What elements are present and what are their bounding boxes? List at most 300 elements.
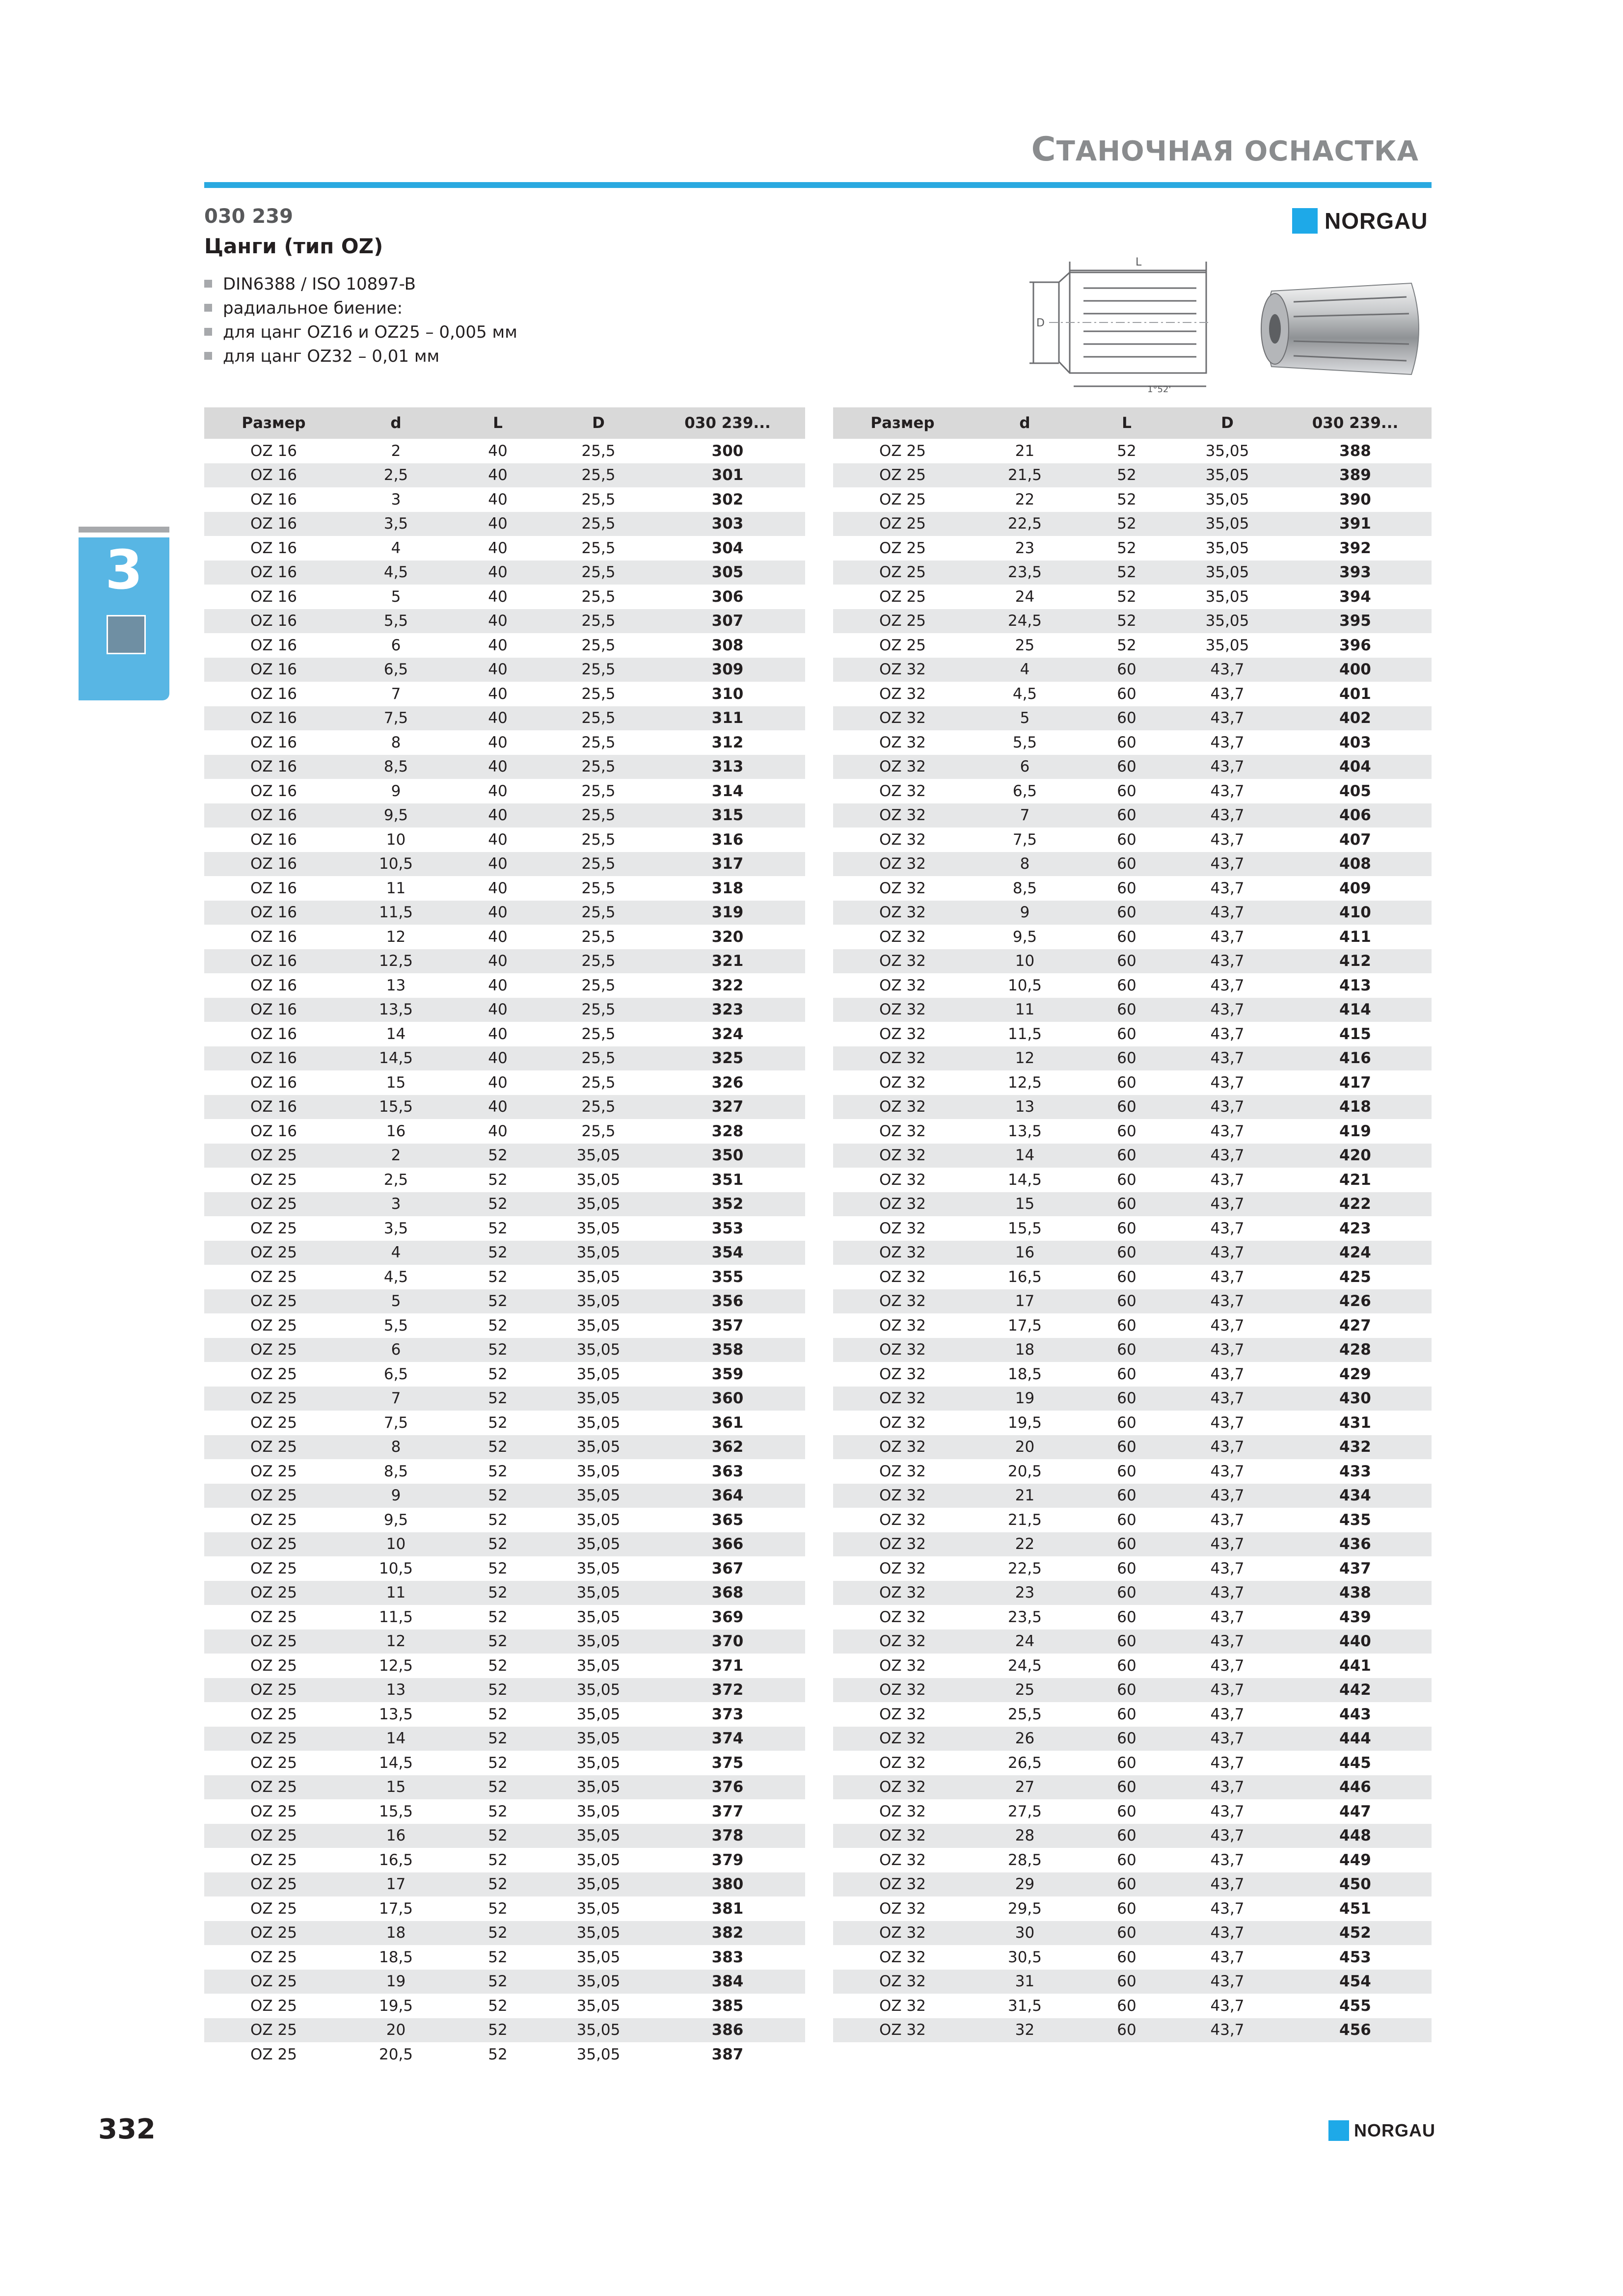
- cell-d: 10,5: [1007, 976, 1042, 994]
- cell-article: 367: [711, 1559, 744, 1577]
- table-row: [833, 1216, 1432, 1241]
- cell-article: 377: [711, 1802, 744, 1820]
- table-row: [204, 901, 805, 925]
- cell-article: 375: [711, 1754, 744, 1772]
- cell-size: OZ 25: [833, 512, 972, 536]
- cell-D: 35,05: [576, 1511, 621, 1529]
- cell-D: 35,05: [576, 1608, 621, 1626]
- cell-D: 25,5: [547, 901, 650, 925]
- cell-d: 10: [386, 830, 406, 849]
- cell-d: 22,5: [972, 512, 1078, 536]
- cell-D: 43,7: [1210, 1268, 1244, 1286]
- cell-D: 25,5: [547, 949, 650, 974]
- cell-D: 43,7: [1210, 1073, 1244, 1092]
- cell-size: OZ 32: [833, 852, 972, 877]
- cell-article: 384: [650, 1970, 805, 1994]
- cell-L: 52: [488, 2045, 508, 2063]
- table-row: [204, 1702, 805, 1727]
- cell-d: 9,5: [343, 803, 449, 828]
- chapter-tab-bar: [79, 527, 169, 533]
- cell-size: OZ 32: [879, 1997, 926, 2015]
- cell-size: OZ 32: [879, 1365, 926, 1383]
- cell-article: 318: [711, 879, 744, 897]
- table-row: [833, 1921, 1432, 1946]
- cell-size: OZ 32: [833, 1338, 972, 1362]
- cell-article: 428: [1279, 1338, 1432, 1362]
- cell-size: OZ 25: [250, 1559, 297, 1577]
- cell-D: 35,05: [576, 1559, 621, 1577]
- table-row: [204, 1945, 805, 1970]
- cell-L: 40: [449, 1095, 547, 1120]
- cell-size: OZ 32: [879, 1073, 926, 1092]
- cell-D: 43,7: [1176, 1484, 1279, 1508]
- cell-L: 52: [1117, 442, 1136, 460]
- table-row: [833, 1144, 1432, 1168]
- column-header-article: 030 239...: [650, 407, 805, 439]
- cell-L: 60: [1078, 1775, 1176, 1800]
- table-row: [204, 925, 805, 949]
- cell-size: OZ 32: [833, 803, 972, 828]
- cell-D: 43,7: [1210, 1559, 1244, 1577]
- table-row: [833, 1289, 1432, 1314]
- cell-size: OZ 16: [250, 1073, 297, 1092]
- cell-L: 52: [449, 1241, 547, 1265]
- cell-D: 35,05: [547, 1970, 650, 1994]
- cell-d: 21: [1015, 442, 1035, 460]
- cell-d: 5: [972, 706, 1078, 731]
- cell-L: 60: [1117, 928, 1136, 946]
- cell-D: 35,05: [576, 1365, 621, 1383]
- cell-article: 407: [1339, 830, 1371, 849]
- header-divider: [204, 182, 1432, 188]
- cell-D: 43,7: [1210, 1122, 1244, 1140]
- cell-D: 25,5: [547, 706, 650, 731]
- cell-size: OZ 32: [833, 1484, 972, 1508]
- table-row: [833, 949, 1432, 974]
- cell-d: 5,5: [343, 609, 449, 634]
- bullet-item: DIN6388 / ISO 10897-B: [204, 272, 517, 296]
- cell-size: OZ 25: [204, 1727, 343, 1751]
- cell-article: 442: [1279, 1678, 1432, 1703]
- table-row: [204, 1629, 805, 1654]
- cell-size: OZ 32: [879, 1851, 926, 1869]
- cell-D: 25,5: [547, 561, 650, 585]
- cell-D: 25,5: [547, 852, 650, 877]
- cell-article: 433: [1339, 1462, 1371, 1480]
- cell-L: 60: [1078, 1678, 1176, 1703]
- cell-d: 27,5: [1007, 1802, 1042, 1820]
- cell-d: 4: [972, 658, 1078, 682]
- cell-D: 43,7: [1210, 1414, 1244, 1432]
- cell-L: 52: [488, 1365, 508, 1383]
- cell-article: 430: [1279, 1387, 1432, 1411]
- table-row: [204, 487, 805, 512]
- collet-technical-drawing: [1025, 253, 1211, 393]
- table-row: [833, 1994, 1432, 2018]
- cell-D: 25,5: [581, 1025, 616, 1043]
- table-row: [833, 998, 1432, 1022]
- cell-article: 450: [1279, 1872, 1432, 1897]
- cell-size: OZ 25: [879, 490, 926, 508]
- cell-size: OZ 16: [204, 609, 343, 634]
- cell-D: 35,05: [547, 1289, 650, 1314]
- cell-article: 328: [711, 1122, 744, 1140]
- cell-D: 35,05: [547, 1581, 650, 1605]
- table-row: [204, 536, 805, 561]
- cell-d: 16: [386, 1122, 406, 1140]
- cell-L: 60: [1078, 1532, 1176, 1557]
- table-row: [833, 1848, 1432, 1872]
- table-row: [833, 730, 1432, 755]
- cell-D: 43,7: [1210, 733, 1244, 751]
- cell-article: 395: [1279, 609, 1432, 634]
- table-row: [204, 1313, 805, 1338]
- cell-size: OZ 16: [204, 803, 343, 828]
- cell-L: 60: [1078, 998, 1176, 1022]
- cell-D: 43,7: [1176, 1629, 1279, 1654]
- cell-d: 9,5: [383, 1511, 408, 1529]
- table-row: [204, 1775, 805, 1800]
- cell-D: 35,05: [547, 1824, 650, 1848]
- cell-L: 60: [1078, 949, 1176, 974]
- table-row: [833, 1654, 1432, 1678]
- cell-L: 60: [1078, 1046, 1176, 1071]
- cell-size: OZ 32: [833, 949, 972, 974]
- spec-bullet-list: [204, 272, 517, 369]
- table-row: [204, 1484, 805, 1508]
- cell-article: 432: [1279, 1435, 1432, 1460]
- cell-d: 6: [972, 755, 1078, 779]
- table-row: [833, 1872, 1432, 1897]
- cell-d: 16,5: [1007, 1268, 1042, 1286]
- table-row: [833, 1387, 1432, 1411]
- cell-D: 35,05: [576, 1997, 621, 2015]
- cell-d: 14,5: [343, 1046, 449, 1071]
- cell-d: 8: [391, 733, 401, 751]
- cell-D: 35,05: [576, 2045, 621, 2063]
- column-header-article: 030 239...: [1279, 407, 1432, 439]
- drawing-label-L: L: [1136, 256, 1142, 268]
- table-row: [204, 852, 805, 877]
- cell-article: 438: [1279, 1581, 1432, 1605]
- cell-L: 40: [488, 636, 508, 654]
- cell-D: 43,7: [1210, 1511, 1244, 1529]
- cell-article: 370: [650, 1629, 805, 1654]
- cell-size: OZ 25: [250, 1851, 297, 1869]
- cell-article: 455: [1339, 1997, 1371, 2015]
- cell-size: OZ 32: [879, 733, 926, 751]
- cell-d: 28: [972, 1824, 1078, 1848]
- cell-L: 60: [1117, 1948, 1136, 1966]
- cell-D: 43,7: [1176, 658, 1279, 682]
- cell-d: 22: [1015, 490, 1035, 508]
- cell-d: 20,5: [379, 2045, 413, 2063]
- cell-L: 52: [449, 1289, 547, 1314]
- cell-d: 6,5: [1012, 782, 1037, 800]
- cell-D: 35,05: [576, 1316, 621, 1335]
- cell-size: OZ 16: [204, 852, 343, 877]
- cell-size: OZ 25: [250, 1219, 297, 1237]
- cell-size: OZ 16: [250, 782, 297, 800]
- table-row: [204, 1144, 805, 1168]
- cell-size: OZ 16: [250, 587, 297, 606]
- cell-L: 52: [1078, 609, 1176, 634]
- cell-article: 320: [711, 928, 744, 946]
- cell-L: 60: [1078, 1970, 1176, 1994]
- cell-size: OZ 25: [204, 1338, 343, 1362]
- cell-size: OZ 32: [879, 685, 926, 703]
- cell-d: 15: [972, 1192, 1078, 1217]
- cell-article: 423: [1339, 1219, 1371, 1237]
- cell-L: 60: [1117, 1268, 1136, 1286]
- cell-D: 35,05: [547, 2018, 650, 2043]
- table-row: [833, 1119, 1432, 1144]
- cell-d: 10,5: [379, 1559, 413, 1577]
- cell-D: 43,7: [1176, 1727, 1279, 1751]
- cell-d: 4: [343, 1241, 449, 1265]
- cell-size: OZ 25: [204, 2018, 343, 2043]
- cell-L: 60: [1117, 1511, 1136, 1529]
- cell-article: 372: [650, 1678, 805, 1703]
- cell-size: OZ 16: [204, 901, 343, 925]
- table-row: [833, 1192, 1432, 1217]
- cell-D: 25,5: [581, 587, 616, 606]
- cell-L: 60: [1078, 1435, 1176, 1460]
- cell-d: 20: [343, 2018, 449, 2043]
- table-row: [833, 1484, 1432, 1508]
- cell-article: 456: [1279, 2018, 1432, 2043]
- cell-size: OZ 25: [250, 1462, 297, 1480]
- collet-spec-table-right: [833, 407, 1432, 2042]
- cell-L: 52: [449, 1532, 547, 1557]
- cell-article: 412: [1279, 949, 1432, 974]
- cell-size: OZ 25: [204, 1192, 343, 1217]
- cell-D: 43,7: [1176, 1338, 1279, 1362]
- cell-size: OZ 25: [204, 1921, 343, 1946]
- cell-size: OZ 25: [250, 2045, 297, 2063]
- cell-article: 388: [1339, 442, 1371, 460]
- cell-L: 52: [1117, 587, 1136, 606]
- cell-D: 35,05: [576, 1802, 621, 1820]
- cell-L: 40: [488, 928, 508, 946]
- cell-L: 60: [1117, 733, 1136, 751]
- table-row: [833, 828, 1432, 852]
- cell-L: 52: [488, 1268, 508, 1286]
- cell-d: 23: [1015, 539, 1035, 557]
- table-row: [204, 730, 805, 755]
- cell-d: 7: [343, 1387, 449, 1411]
- cell-article: 385: [711, 1997, 744, 2015]
- cell-D: 35,05: [1205, 539, 1249, 557]
- table-row: [833, 1678, 1432, 1703]
- cell-D: 35,05: [576, 1705, 621, 1723]
- chapter-side-tab[interactable]: [79, 527, 169, 700]
- cell-article: 380: [650, 1872, 805, 1897]
- cell-article: 431: [1339, 1414, 1371, 1432]
- cell-d: 11,5: [343, 901, 449, 925]
- cell-d: 8: [972, 852, 1078, 877]
- cell-L: 52: [488, 1802, 508, 1820]
- cell-article: 415: [1339, 1025, 1371, 1043]
- cell-L: 60: [1117, 1122, 1136, 1140]
- table-row: [833, 1265, 1432, 1289]
- cell-article: 441: [1339, 1656, 1371, 1675]
- table-row: [204, 2042, 805, 2067]
- table-row: [204, 1994, 805, 2018]
- cell-D: 25,5: [547, 609, 650, 634]
- cell-article: 303: [650, 512, 805, 536]
- cell-d: 26: [972, 1727, 1078, 1751]
- table-row: [204, 803, 805, 828]
- cell-article: 355: [711, 1268, 744, 1286]
- cell-D: 43,7: [1176, 1921, 1279, 1946]
- cell-L: 60: [1078, 901, 1176, 925]
- cell-article: 416: [1279, 1046, 1432, 1071]
- cell-article: 352: [650, 1192, 805, 1217]
- cell-size: OZ 32: [833, 1144, 972, 1168]
- cell-article: 362: [650, 1435, 805, 1460]
- cell-size: OZ 25: [204, 1484, 343, 1508]
- cell-size: OZ 16: [250, 830, 297, 849]
- cell-D: 35,05: [547, 1629, 650, 1654]
- cell-article: 350: [650, 1144, 805, 1168]
- cell-L: 40: [449, 803, 547, 828]
- table-row: [204, 1241, 805, 1265]
- cell-d: 5,5: [1012, 733, 1037, 751]
- cell-D: 35,05: [547, 1678, 650, 1703]
- cell-D: 43,7: [1176, 852, 1279, 877]
- table-row: [204, 1970, 805, 1994]
- cell-d: 30,5: [1007, 1948, 1042, 1966]
- table-row: [204, 1459, 805, 1484]
- table-row: [204, 682, 805, 706]
- cell-article: 386: [650, 2018, 805, 2043]
- table-row: [833, 487, 1432, 512]
- cell-L: 52: [449, 1872, 547, 1897]
- cell-D: 35,05: [576, 1851, 621, 1869]
- cell-L: 52: [449, 1970, 547, 1994]
- cell-L: 52: [449, 1727, 547, 1751]
- cell-size: OZ 32: [879, 1899, 926, 1918]
- cell-d: 18,5: [1007, 1365, 1042, 1383]
- cell-article: 452: [1279, 1921, 1432, 1946]
- cell-article: 404: [1279, 755, 1432, 779]
- cell-d: 13: [343, 1678, 449, 1703]
- cell-size: OZ 32: [833, 706, 972, 731]
- cell-article: 453: [1339, 1948, 1371, 1966]
- cell-d: 14: [386, 1025, 406, 1043]
- cell-L: 40: [449, 949, 547, 974]
- cell-size: OZ 32: [833, 1192, 972, 1217]
- table-row: [204, 1921, 805, 1946]
- cell-size: OZ 32: [833, 1387, 972, 1411]
- cell-d: 12: [972, 1046, 1078, 1071]
- cell-d: 2: [391, 442, 401, 460]
- cell-d: 29,5: [1007, 1899, 1042, 1918]
- cell-d: 4,5: [383, 1268, 408, 1286]
- cell-article: 434: [1279, 1484, 1432, 1508]
- cell-size: OZ 25: [204, 1241, 343, 1265]
- cell-size: OZ 25: [204, 1387, 343, 1411]
- cell-article: 357: [711, 1316, 744, 1335]
- cell-size: OZ 32: [833, 1532, 972, 1557]
- cell-L: 40: [488, 782, 508, 800]
- cell-d: 12,5: [379, 1656, 413, 1675]
- cell-d: 21: [972, 1484, 1078, 1508]
- cell-d: 6: [343, 1338, 449, 1362]
- cell-D: 43,7: [1210, 1462, 1244, 1480]
- table-row: [204, 609, 805, 634]
- cell-L: 60: [1117, 976, 1136, 994]
- cell-D: 43,7: [1210, 1316, 1244, 1335]
- cell-L: 40: [488, 1073, 508, 1092]
- cell-d: 19,5: [1007, 1414, 1042, 1432]
- cell-D: 25,5: [547, 658, 650, 682]
- cell-article: 424: [1279, 1241, 1432, 1265]
- cell-size: OZ 25: [204, 1532, 343, 1557]
- cell-size: OZ 32: [879, 1511, 926, 1529]
- cell-size: OZ 32: [879, 1414, 926, 1432]
- cell-d: 5: [343, 1289, 449, 1314]
- cell-article: 358: [650, 1338, 805, 1362]
- cell-D: 35,05: [547, 1872, 650, 1897]
- cell-L: 60: [1078, 1144, 1176, 1168]
- cell-size: OZ 25: [879, 587, 926, 606]
- cell-size: OZ 32: [879, 1608, 926, 1626]
- cell-article: 359: [711, 1365, 744, 1383]
- table-row: [204, 1654, 805, 1678]
- cell-size: OZ 32: [833, 1678, 972, 1703]
- cell-article: 356: [650, 1289, 805, 1314]
- cell-L: 52: [488, 1997, 508, 2015]
- cell-d: 12,5: [343, 949, 449, 974]
- column-header-D: D: [547, 407, 650, 439]
- cell-d: 27: [972, 1775, 1078, 1800]
- cell-d: 10,5: [343, 852, 449, 877]
- cell-article: 371: [711, 1656, 744, 1675]
- cell-d: 25,5: [1007, 1705, 1042, 1723]
- cell-D: 43,7: [1210, 1705, 1244, 1723]
- cell-size: OZ 16: [204, 1046, 343, 1071]
- cell-L: 60: [1078, 1824, 1176, 1848]
- table-row: [204, 2018, 805, 2043]
- cell-L: 60: [1117, 1462, 1136, 1480]
- cell-size: OZ 25: [879, 442, 926, 460]
- cell-size: OZ 25: [204, 1629, 343, 1654]
- cell-D: 25,5: [581, 976, 616, 994]
- cell-L: 40: [488, 976, 508, 994]
- cell-d: 30: [972, 1921, 1078, 1946]
- cell-article: 366: [650, 1532, 805, 1557]
- cell-d: 29: [972, 1872, 1078, 1897]
- cell-d: 4,5: [1012, 685, 1037, 703]
- cell-d: 24,5: [972, 609, 1078, 634]
- cell-d: 32: [972, 2018, 1078, 2043]
- cell-size: OZ 32: [833, 2018, 972, 2043]
- cell-L: 60: [1078, 1581, 1176, 1605]
- cell-D: 35,05: [576, 1219, 621, 1237]
- cell-L: 52: [449, 1581, 547, 1605]
- cell-L: 60: [1117, 1171, 1136, 1189]
- cell-article: 417: [1339, 1073, 1371, 1092]
- cell-d: 11: [386, 879, 406, 897]
- cell-D: 43,7: [1210, 782, 1244, 800]
- table-row: [833, 755, 1432, 779]
- cell-size: OZ 25: [250, 1171, 297, 1189]
- table-row: [833, 682, 1432, 706]
- table-row: [204, 1581, 805, 1605]
- cell-L: 52: [449, 1775, 547, 1800]
